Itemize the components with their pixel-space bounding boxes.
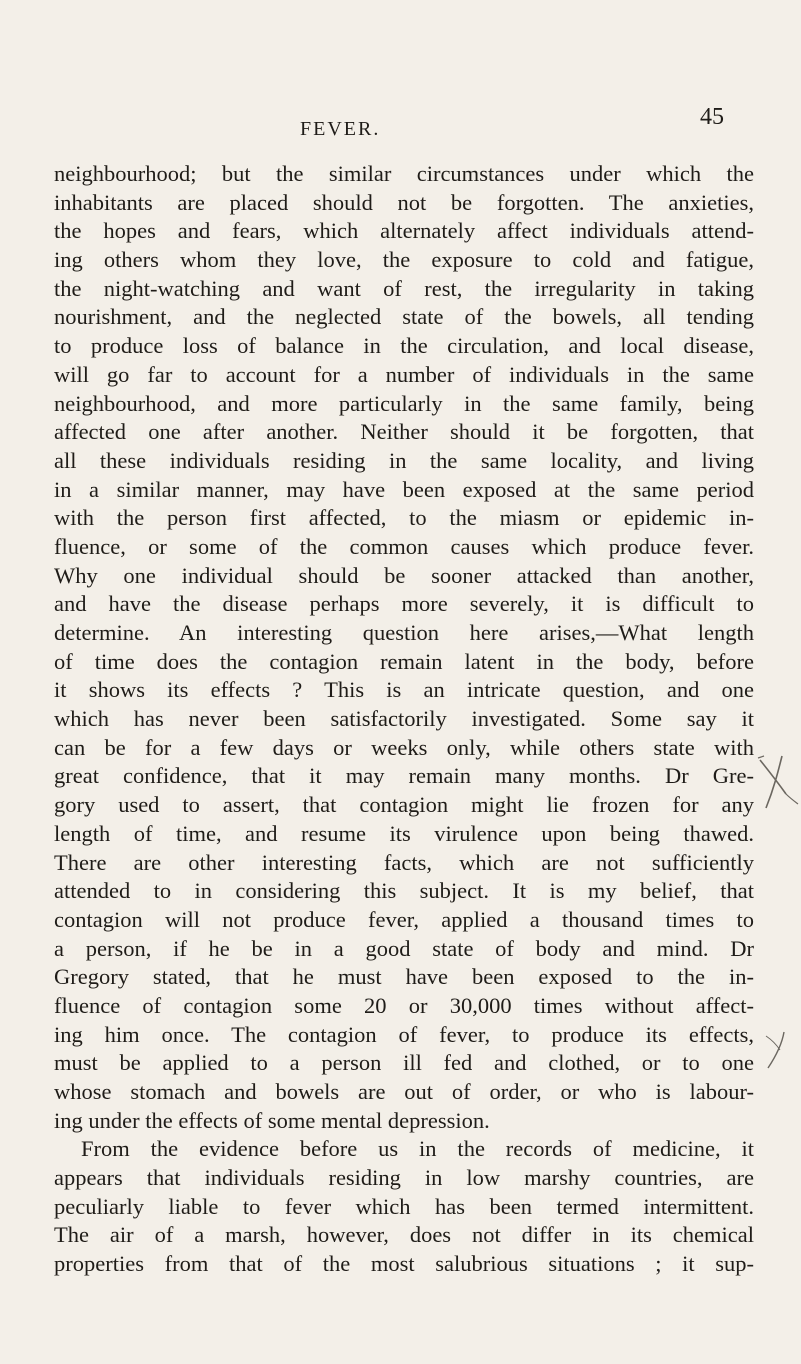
handwritten-x-mark-icon: [752, 748, 801, 818]
text-line: appears that individuals residing in low marshy countries, are: [54, 1165, 754, 1191]
text-line: affected one after another. Neither should it be forgotten, that: [54, 419, 754, 445]
text-line: peculiarly liable to fever which has been termed intermittent.: [54, 1193, 754, 1219]
text-line: all these individuals residing in the same locality, and living: [54, 447, 754, 473]
text-line: Why one individual should be sooner attacked than another,: [54, 562, 754, 588]
text-line: it shows its effects ? This is an intricate question, and one: [54, 677, 754, 703]
text-line: the hopes and fears, which alternately affect individuals attend-: [54, 218, 754, 244]
text-line: whose stomach and bowels are out of order, or who is labour-: [54, 1079, 754, 1104]
text-line: fluence, or some of the common causes which produce fever.: [54, 533, 754, 559]
text-line: the night-watching and want of rest, the irregularity in taking: [54, 275, 754, 301]
text-line: The air of a marsh, however, does not differ in its chemical: [54, 1222, 754, 1248]
text-line: ing others whom they love, the exposure to cold and fatigue,: [54, 247, 754, 273]
text-line: Gregory stated, that he must have been exposed to the in-: [54, 964, 754, 990]
text-line: length of time, and resume its virulence upon being thawed.: [54, 820, 754, 846]
text-line: which has never been satisfactorily investigated. Some say it: [54, 706, 754, 732]
text-line: gory used to assert, that contagion might lie frozen for any: [54, 792, 754, 818]
text-line: great confidence, that it may remain many months. Dr Gre-: [54, 763, 754, 789]
text-line: to produce loss of balance in the circulation, and local disease,: [54, 333, 754, 359]
text-line: a person, if he be in a good state of body and mind. Dr: [54, 935, 754, 961]
text-line: attended to in considering this subject. It is my belief, that: [54, 878, 754, 904]
text-line: can be for a few days or weeks only, while others state with: [54, 734, 754, 760]
text-line: There are other interesting facts, which are not sufficiently: [54, 849, 754, 875]
text-line: must be applied to a person ill fed and clothed, or to one: [54, 1050, 754, 1076]
text-line: ing him once. The contagion of fever, to produce its effects,: [54, 1021, 754, 1047]
text-line: From the evidence before us in the records of medicine, it: [81, 1136, 754, 1162]
text-line: inhabitants are placed should not be forgotten. The anxieties,: [54, 189, 754, 215]
text-line: determine. An interesting question here arises,—What length: [54, 620, 754, 645]
text-line: properties from that of the most salubrious situations ; it sup-: [54, 1251, 754, 1277]
text-line: contagion will not produce fever, applied a thousand times to: [54, 906, 754, 932]
running-head: [0, 104, 801, 148]
text-line: ing under the effects of some mental depression.: [54, 1107, 490, 1133]
text-line: in a similar manner, may have been exposed at the same period: [54, 476, 754, 502]
text-line: neighbourhood, and more particularly in the same family, being: [54, 390, 754, 416]
text-line: with the person first affected, to the miasm or epidemic in-: [54, 505, 754, 531]
page-number: 45: [700, 104, 724, 130]
text-line: will go far to account for a number of individuals in the same: [54, 361, 754, 387]
handwritten-slash-mark-icon: [762, 1028, 792, 1070]
text-line: neighbourhood; but the similar circumstances under which the: [54, 161, 754, 186]
text-line: of time does the contagion remain latent in the body, before: [54, 648, 754, 674]
running-title: FEVER.: [300, 118, 381, 140]
text-line: and have the disease perhaps more severely, it is difficult to: [54, 591, 754, 617]
paragraph: [54, 1135, 754, 1278]
paragraph: [54, 160, 754, 1135]
body-text: [54, 160, 754, 1279]
text-line: nourishment, and the neglected state of the bowels, all tending: [54, 304, 754, 330]
text-line: fluence of contagion some 20 or 30,000 times without affect-: [54, 992, 754, 1018]
